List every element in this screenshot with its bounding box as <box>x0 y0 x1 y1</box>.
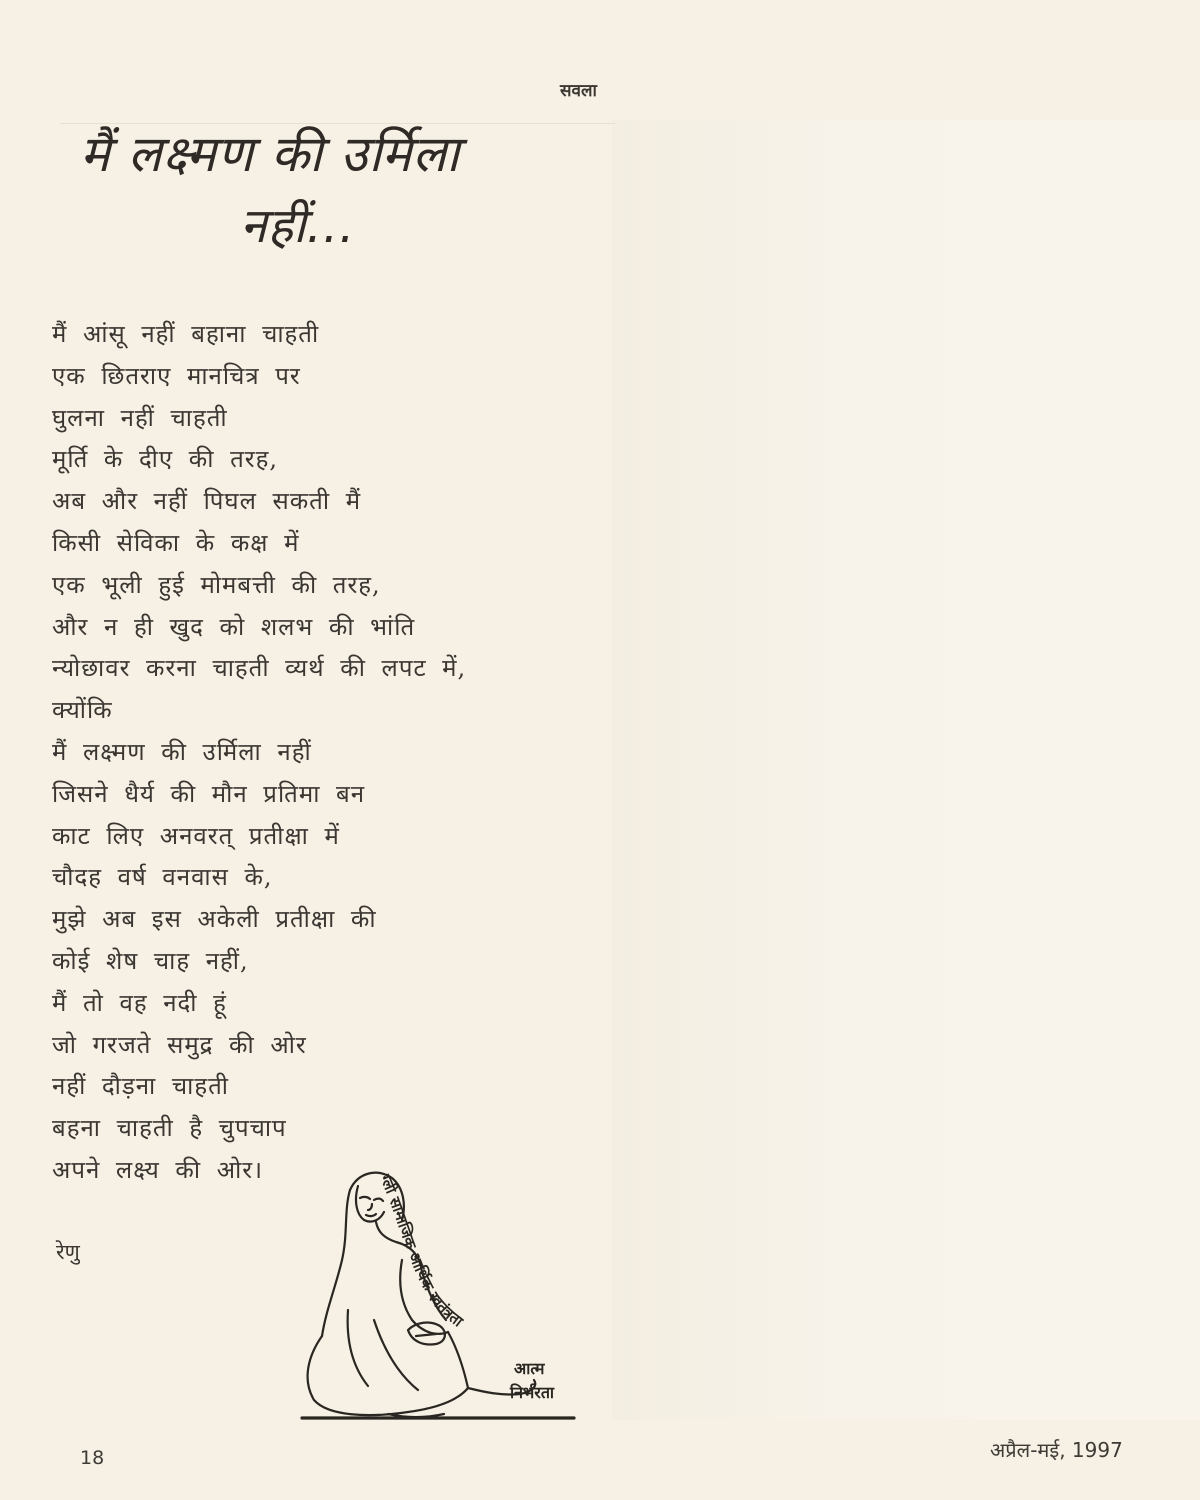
facing-page-shadow <box>612 120 1200 1420</box>
poem-line: न्योछावर करना चाहती व्यर्थ की लपट में, <box>52 654 467 683</box>
poem-line: मैं लक्ष्मण की उर्मिला नहीं <box>52 737 312 766</box>
author-name: रेणु <box>56 1240 80 1264</box>
poem-line: और न ही खुद को शलभ की भांति <box>52 612 416 641</box>
poem-line: मूर्ति के दीए की तरह, <box>52 445 278 474</box>
poem-line: घुलना नहीं चाहती <box>52 403 228 432</box>
poem-line: जो गरजते समुद्र की ओर <box>52 1030 307 1059</box>
poem-line: अब और नहीं पिघल सकती मैं <box>52 487 362 516</box>
poem-line: जिसने धैर्य की मौन प्रतिमा बन <box>52 779 366 808</box>
poem-line: बहना चाहती है चुपचाप <box>52 1114 287 1143</box>
poem-line: एक छितराए मानचित्र पर <box>52 361 301 390</box>
poem-title-line-1: मैं लक्ष्मण की उर्मिला <box>80 125 461 183</box>
running-head: सवला <box>560 81 597 101</box>
poem-line: नहीं दौड़ना चाहती <box>52 1072 229 1101</box>
scarf-lettering: ग्ली सामाजिक आर्थिक स्वतंत्रता <box>376 1171 467 1331</box>
poem-line: काट लिए अनवरत् प्रतीक्षा में <box>52 821 340 850</box>
poem-line: एक भूली हुई मोमबत्ती की तरह, <box>52 570 381 599</box>
illustration-label-2: निर्भरता <box>510 1383 555 1402</box>
page-number: 18 <box>80 1447 105 1469</box>
seated-woman-illustration <box>288 1160 583 1422</box>
poem-line: मैं आंसू नहीं बहाना चाहती <box>52 320 320 348</box>
poem-line: अपने लक्ष्य की ओर। <box>52 1155 264 1184</box>
poem-line: किसी सेविका के कक्ष में <box>52 528 300 557</box>
poem-line: मुझे अब इस अकेली प्रतीक्षा की <box>52 905 377 934</box>
illustration-label-1: आत्म <box>514 1359 545 1378</box>
issue-date: अप्रैल-मई, 1997 <box>990 1438 1123 1462</box>
poem-line: चौदह वर्ष वनवास के, <box>52 863 273 892</box>
svg-text:ग्ली सामाजिक आर्थिक स्वतंत्रता <box>376 1171 467 1331</box>
poem-title <box>80 118 600 262</box>
poem-title-line-2: नहीं... <box>240 198 356 254</box>
poem-line: कोई शेष चाह नहीं, <box>52 946 249 975</box>
poem-line: क्योंकि <box>52 696 113 725</box>
poem-line: मैं तो वह नदी हूं <box>52 988 227 1017</box>
poem-body <box>52 314 466 1192</box>
